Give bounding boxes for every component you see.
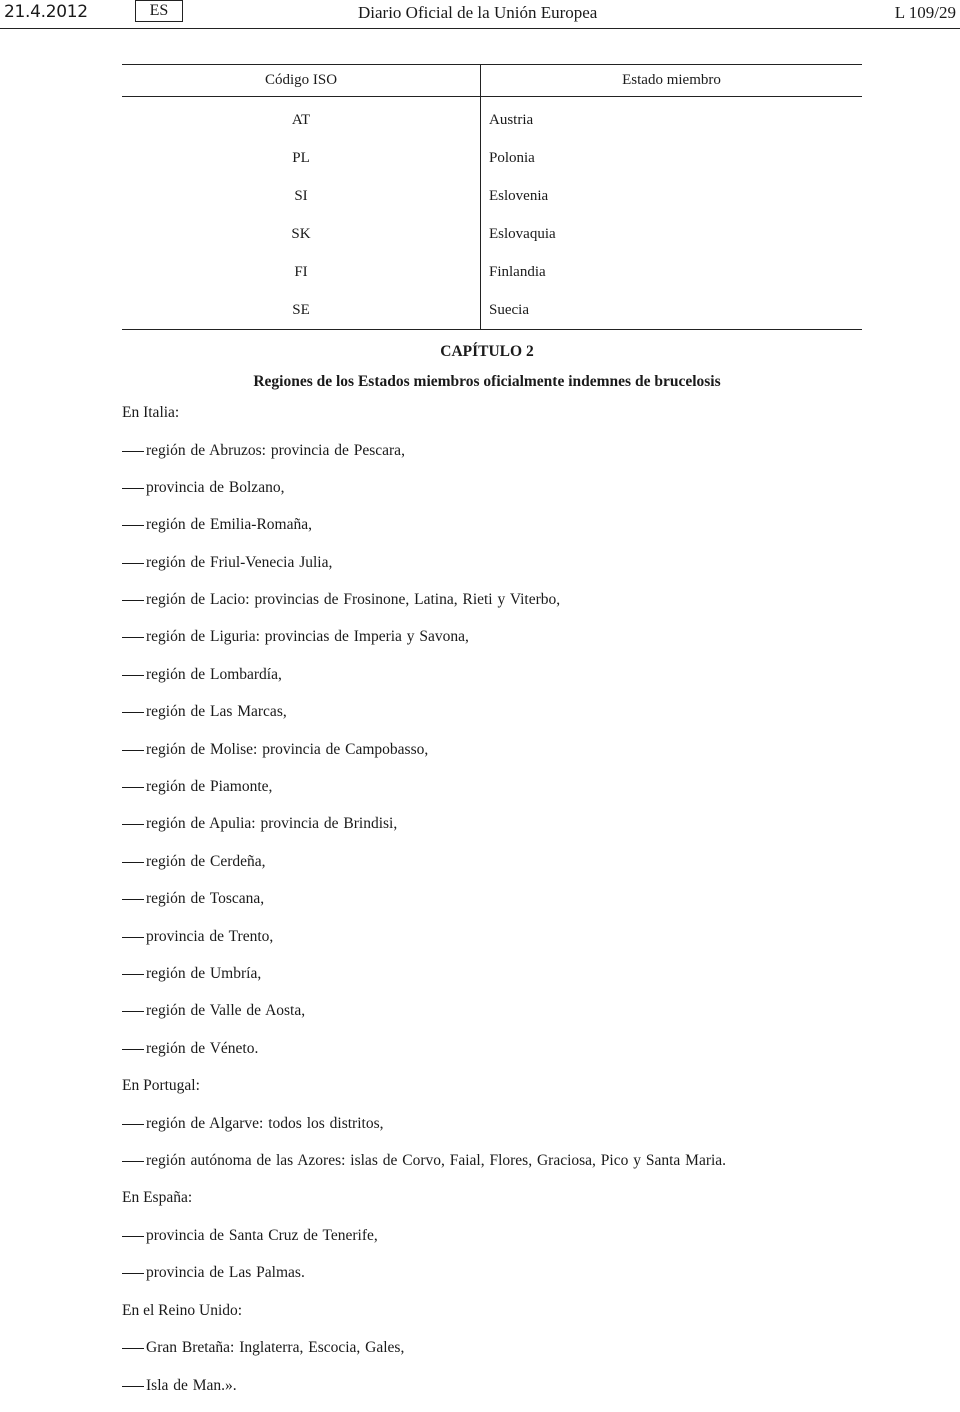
dash-bullet	[122, 899, 144, 900]
member-state-cell: Suecia	[481, 291, 863, 330]
list-item-text: región de Véneto.	[146, 1039, 259, 1057]
dash-bullet	[122, 525, 144, 526]
list-item-text: región de Umbría,	[146, 964, 262, 982]
dash-bullet	[122, 824, 144, 825]
dash-bullet	[122, 488, 144, 489]
table-row	[122, 253, 862, 291]
list-item	[122, 664, 902, 701]
list-item	[122, 1262, 902, 1299]
list-item-text: región autónoma de las Azores: islas de Corvo, Faial, Flores, Graciosa, Pico y Santa Maria.	[146, 1152, 727, 1170]
list-item-text: región de Emilia-Romaña,	[146, 516, 312, 534]
list-item-text: provincia de Las Palmas.	[146, 1264, 305, 1282]
dash-bullet	[122, 451, 144, 452]
dash-bullet	[122, 1049, 144, 1050]
language-badge: ES	[135, 0, 183, 22]
list-item-text: región de Algarve: todos los distritos,	[146, 1114, 384, 1132]
dash-bullet	[122, 787, 144, 788]
dash-bullet	[122, 600, 144, 601]
member-state-cell: Eslovaquia	[489, 225, 556, 242]
list-item	[122, 552, 902, 589]
list-item-text: región de Lombardía,	[146, 665, 282, 683]
list-item	[122, 1113, 902, 1150]
list-item-text: Isla de Man.».	[146, 1376, 237, 1394]
list-item	[122, 1375, 902, 1412]
dash-bullet	[122, 1124, 144, 1125]
member-state-cell: Polonia	[489, 149, 535, 166]
chapter-title: Regiones de los Estados miembros oficialmente indemnes de brucelosis	[253, 373, 721, 390]
list-item-text: región de Liguria: provincias de Imperia y Savona,	[146, 628, 469, 646]
list-item	[122, 1000, 902, 1037]
list-item	[122, 963, 902, 1000]
list-item	[122, 440, 902, 477]
list-item	[122, 589, 902, 626]
member-state-cell: Eslovenia	[489, 187, 549, 204]
iso-table	[122, 64, 862, 330]
list-item-text: región de Cerdeña,	[146, 852, 266, 870]
page-reference: L 109/29	[894, 3, 956, 22]
list-item	[122, 1225, 902, 1262]
country-label-spain: En España:	[122, 1189, 193, 1207]
country-label-italy: En Italia:	[122, 404, 180, 421]
dash-bullet	[122, 637, 144, 638]
column-header-member-state: Estado miembro	[481, 65, 863, 97]
dash-bullet	[122, 974, 144, 975]
iso-code-cell: SK	[122, 215, 481, 253]
dash-bullet	[122, 1386, 144, 1387]
list-item-text: provincia de Bolzano,	[146, 478, 285, 496]
publication-date: 21.4.2012	[4, 2, 88, 22]
iso-code-cell: FI	[122, 253, 481, 291]
list-item	[122, 813, 902, 850]
table-row	[122, 291, 862, 330]
iso-code-cell: SI	[122, 177, 481, 215]
list-item-text: región de Apulia: provincia de Brindisi,	[146, 815, 398, 833]
chapter-number: CAPÍTULO 2	[440, 343, 534, 360]
dash-bullet	[122, 937, 144, 938]
iso-code-cell: SE	[122, 291, 481, 330]
list-item	[122, 926, 902, 963]
table-row	[122, 177, 862, 215]
list-item-text: región de Molise: provincia de Campobasso,	[146, 740, 429, 758]
list-item	[122, 701, 902, 738]
list-item	[122, 626, 902, 663]
list-item	[122, 1038, 902, 1075]
list-item	[122, 888, 902, 925]
list-item-text: región de Friul-Venecia Julia,	[146, 553, 333, 571]
dash-bullet	[122, 750, 144, 751]
member-state-cell: Austria	[489, 111, 534, 128]
table-row	[122, 215, 862, 253]
dash-bullet	[122, 1273, 144, 1274]
list-item-text: región de Lacio: provincias de Frosinone, Latina, Rieti y Viterbo,	[146, 591, 561, 609]
list-item-text: provincia de Trento,	[146, 927, 274, 945]
iso-code-cell: AT	[122, 97, 481, 140]
journal-title: Diario Oficial de la Unión Europea	[358, 3, 598, 22]
list-item-text: Gran Bretaña: Inglaterra, Escocia, Gales,	[146, 1339, 405, 1357]
dash-bullet	[122, 563, 144, 564]
list-item-text: región de Las Marcas,	[146, 703, 287, 721]
dash-bullet	[122, 675, 144, 676]
list-item	[122, 1150, 902, 1187]
list-item	[122, 477, 902, 514]
member-state-cell: Finlandia	[489, 263, 546, 280]
dash-bullet	[122, 1348, 144, 1349]
list-item	[122, 776, 902, 813]
list-item-text: región de Toscana,	[146, 890, 265, 908]
dash-bullet	[122, 712, 144, 713]
list-item-text: región de Valle de Aosta,	[146, 1002, 306, 1020]
table-row	[122, 139, 862, 177]
iso-table-container	[122, 64, 862, 330]
list-item	[122, 1337, 902, 1374]
table-header-row	[122, 65, 862, 97]
list-item-text: región de Piamonte,	[146, 778, 273, 796]
page-header	[0, 0, 960, 29]
list-item-text: región de Abruzos: provincia de Pescara,	[146, 441, 405, 459]
table-row	[122, 97, 862, 140]
list-item	[122, 514, 902, 551]
iso-code-cell: PL	[122, 139, 481, 177]
country-label-portugal: En Portugal:	[122, 1077, 200, 1095]
dash-bullet	[122, 1236, 144, 1237]
list-item	[122, 851, 902, 888]
dash-bullet	[122, 1011, 144, 1012]
regions-list	[122, 402, 902, 1412]
list-item-text: provincia de Santa Cruz de Tenerife,	[146, 1226, 378, 1244]
dash-bullet	[122, 862, 144, 863]
country-label-united-kingdom: En el Reino Unido:	[122, 1301, 243, 1319]
column-header-iso-code: Código ISO	[122, 65, 481, 97]
list-item	[122, 739, 902, 776]
dash-bullet	[122, 1161, 144, 1162]
